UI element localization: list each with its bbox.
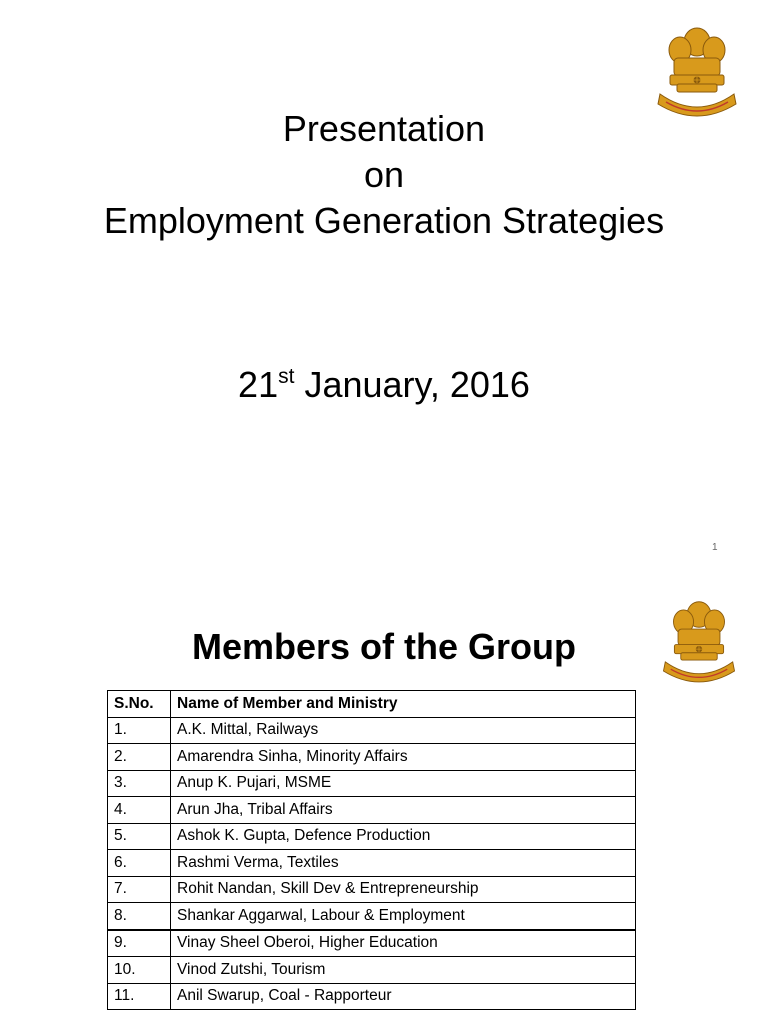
cell-member: Vinay Sheel Oberoi, Higher Education xyxy=(171,930,636,957)
table-row xyxy=(108,717,636,744)
table-row xyxy=(108,797,636,824)
cell-sno: 10. xyxy=(108,957,171,984)
cell-sno: 6. xyxy=(108,850,171,877)
cell-sno: 8. xyxy=(108,903,171,930)
table-row xyxy=(108,823,636,850)
table-header-row xyxy=(108,691,636,718)
date-day: 21 xyxy=(238,364,279,405)
cell-member: Anup K. Pujari, MSME xyxy=(171,770,636,797)
title-line-3: Employment Generation Strategies xyxy=(103,200,665,241)
cell-sno: 7. xyxy=(108,876,171,903)
presentation-date xyxy=(0,362,768,408)
table-row xyxy=(108,903,636,930)
national-emblem-icon xyxy=(652,20,742,120)
cell-sno: 2. xyxy=(108,744,171,771)
cell-sno: 11. xyxy=(108,983,171,1010)
cell-member: Arun Jha, Tribal Affairs xyxy=(171,797,636,824)
table-row xyxy=(108,983,636,1010)
table-row xyxy=(108,744,636,771)
cell-sno: 3. xyxy=(108,770,171,797)
date-rest: January, 2016 xyxy=(294,364,530,405)
cell-member: Shankar Aggarwal, Labour & Employment xyxy=(171,903,636,930)
column-header-sno: S.No. xyxy=(108,691,171,718)
cell-sno: 4. xyxy=(108,797,171,824)
cell-member: A.K. Mittal, Railways xyxy=(171,717,636,744)
members-slide xyxy=(0,576,768,1024)
members-table xyxy=(107,690,636,1010)
table-row xyxy=(108,957,636,984)
slide-heading: Members of the Group xyxy=(191,626,577,667)
table-row xyxy=(108,876,636,903)
table-row xyxy=(108,770,636,797)
presentation-title xyxy=(0,106,768,244)
cell-sno: 1. xyxy=(108,717,171,744)
title-line-1: Presentation xyxy=(282,108,486,149)
title-line-2: on xyxy=(363,154,405,195)
cell-member: Rashmi Verma, Textiles xyxy=(171,850,636,877)
cell-member: Anil Swarup, Coal - Rapporteur xyxy=(171,983,636,1010)
cell-member: Rohit Nandan, Skill Dev & Entrepreneurship xyxy=(171,876,636,903)
page-number: 1 xyxy=(712,542,718,553)
column-header-name: Name of Member and Ministry xyxy=(171,691,636,718)
table-row xyxy=(108,850,636,877)
cell-member: Amarendra Sinha, Minority Affairs xyxy=(171,744,636,771)
table-row xyxy=(108,930,636,957)
cell-member: Vinod Zutshi, Tourism xyxy=(171,957,636,984)
cell-member: Ashok K. Gupta, Defence Production xyxy=(171,823,636,850)
cell-sno: 5. xyxy=(108,823,171,850)
cell-sno: 9. xyxy=(108,930,171,957)
date-suffix: st xyxy=(278,365,295,388)
